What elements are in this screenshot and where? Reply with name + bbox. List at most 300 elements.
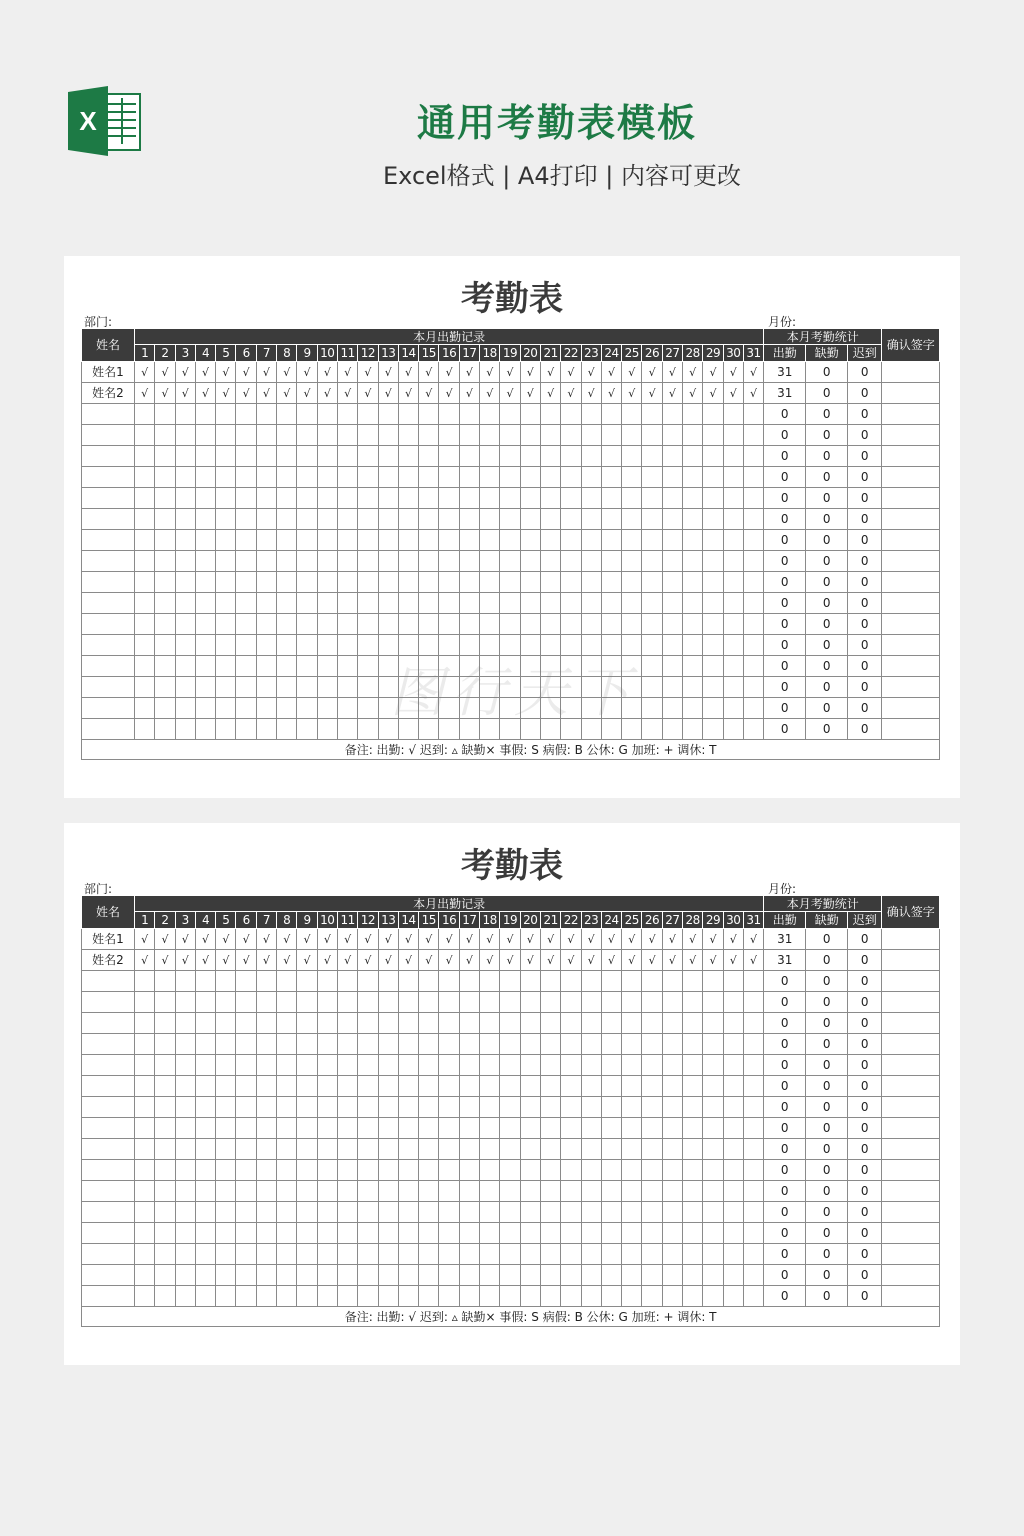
day-cell[interactable] bbox=[175, 467, 195, 488]
sign-cell[interactable] bbox=[882, 446, 940, 467]
absent-cell[interactable]: 0 bbox=[806, 1202, 848, 1223]
day-cell[interactable] bbox=[703, 509, 723, 530]
day-cell[interactable] bbox=[622, 992, 642, 1013]
sign-cell[interactable] bbox=[882, 698, 940, 719]
day-cell[interactable] bbox=[459, 1160, 479, 1181]
day-cell[interactable] bbox=[540, 509, 560, 530]
day-cell[interactable] bbox=[155, 1055, 175, 1076]
day-cell[interactable] bbox=[277, 593, 297, 614]
day-cell[interactable] bbox=[195, 971, 215, 992]
day-cell[interactable] bbox=[297, 530, 317, 551]
day-cell[interactable] bbox=[236, 1055, 256, 1076]
day-cell[interactable] bbox=[601, 1286, 621, 1307]
day-cell[interactable] bbox=[662, 530, 682, 551]
day-cell[interactable] bbox=[703, 1034, 723, 1055]
day-cell[interactable] bbox=[155, 1034, 175, 1055]
day-cell[interactable]: √ bbox=[683, 950, 703, 971]
day-cell[interactable]: √ bbox=[277, 383, 297, 404]
day-cell[interactable] bbox=[358, 719, 378, 740]
day-cell[interactable] bbox=[135, 992, 155, 1013]
day-cell[interactable] bbox=[419, 551, 439, 572]
day-cell[interactable] bbox=[500, 1076, 520, 1097]
day-cell[interactable] bbox=[216, 677, 236, 698]
day-cell[interactable] bbox=[480, 1097, 500, 1118]
day-cell[interactable] bbox=[256, 1181, 276, 1202]
late-cell[interactable]: 0 bbox=[848, 551, 882, 572]
day-cell[interactable] bbox=[155, 1139, 175, 1160]
day-cell[interactable]: √ bbox=[581, 929, 601, 950]
day-cell[interactable] bbox=[662, 656, 682, 677]
day-cell[interactable]: √ bbox=[256, 950, 276, 971]
day-cell[interactable]: √ bbox=[135, 929, 155, 950]
day-cell[interactable] bbox=[743, 1118, 763, 1139]
day-cell[interactable] bbox=[398, 635, 418, 656]
day-cell[interactable] bbox=[642, 1202, 662, 1223]
day-cell[interactable] bbox=[703, 1202, 723, 1223]
day-cell[interactable] bbox=[277, 1139, 297, 1160]
day-cell[interactable] bbox=[743, 572, 763, 593]
day-cell[interactable] bbox=[500, 1055, 520, 1076]
day-cell[interactable] bbox=[378, 1118, 398, 1139]
day-cell[interactable]: √ bbox=[216, 362, 236, 383]
day-cell[interactable] bbox=[581, 530, 601, 551]
day-cell[interactable] bbox=[236, 971, 256, 992]
day-cell[interactable] bbox=[703, 1118, 723, 1139]
day-cell[interactable] bbox=[459, 719, 479, 740]
day-cell[interactable] bbox=[135, 1223, 155, 1244]
day-cell[interactable] bbox=[216, 1181, 236, 1202]
day-cell[interactable] bbox=[480, 446, 500, 467]
day-cell[interactable] bbox=[459, 971, 479, 992]
day-cell[interactable]: √ bbox=[337, 362, 357, 383]
day-cell[interactable] bbox=[398, 1034, 418, 1055]
day-cell[interactable] bbox=[155, 530, 175, 551]
absent-cell[interactable]: 0 bbox=[806, 677, 848, 698]
present-cell[interactable]: 0 bbox=[764, 1118, 806, 1139]
day-cell[interactable] bbox=[561, 1160, 581, 1181]
day-cell[interactable] bbox=[195, 1286, 215, 1307]
day-cell[interactable]: √ bbox=[135, 362, 155, 383]
day-cell[interactable]: √ bbox=[236, 362, 256, 383]
day-cell[interactable] bbox=[480, 971, 500, 992]
day-cell[interactable] bbox=[236, 1223, 256, 1244]
day-cell[interactable] bbox=[317, 1286, 337, 1307]
day-cell[interactable] bbox=[703, 1181, 723, 1202]
day-cell[interactable] bbox=[743, 530, 763, 551]
day-cell[interactable] bbox=[236, 677, 256, 698]
present-cell[interactable]: 31 bbox=[764, 383, 806, 404]
day-cell[interactable] bbox=[155, 404, 175, 425]
day-cell[interactable] bbox=[419, 656, 439, 677]
day-cell[interactable] bbox=[459, 593, 479, 614]
day-cell[interactable] bbox=[622, 572, 642, 593]
day-cell[interactable] bbox=[439, 677, 459, 698]
day-cell[interactable] bbox=[358, 593, 378, 614]
day-cell[interactable] bbox=[419, 593, 439, 614]
day-cell[interactable] bbox=[540, 656, 560, 677]
day-cell[interactable] bbox=[337, 1034, 357, 1055]
day-cell[interactable] bbox=[135, 551, 155, 572]
day-cell[interactable] bbox=[358, 404, 378, 425]
day-cell[interactable]: √ bbox=[703, 929, 723, 950]
day-cell[interactable]: √ bbox=[703, 950, 723, 971]
day-cell[interactable] bbox=[520, 467, 540, 488]
day-cell[interactable] bbox=[723, 530, 743, 551]
day-cell[interactable] bbox=[520, 1181, 540, 1202]
day-cell[interactable] bbox=[642, 530, 662, 551]
day-cell[interactable] bbox=[419, 1118, 439, 1139]
day-cell[interactable] bbox=[520, 1223, 540, 1244]
day-cell[interactable] bbox=[601, 656, 621, 677]
day-cell[interactable] bbox=[683, 992, 703, 1013]
name-cell[interactable] bbox=[82, 614, 135, 635]
day-cell[interactable] bbox=[277, 1265, 297, 1286]
day-cell[interactable] bbox=[256, 656, 276, 677]
day-cell[interactable] bbox=[337, 593, 357, 614]
late-cell[interactable]: 0 bbox=[848, 1223, 882, 1244]
day-cell[interactable] bbox=[723, 467, 743, 488]
absent-cell[interactable]: 0 bbox=[806, 572, 848, 593]
day-cell[interactable] bbox=[662, 1013, 682, 1034]
day-cell[interactable] bbox=[480, 404, 500, 425]
day-cell[interactable] bbox=[439, 1286, 459, 1307]
sign-cell[interactable] bbox=[882, 971, 940, 992]
present-cell[interactable]: 0 bbox=[764, 446, 806, 467]
day-cell[interactable] bbox=[256, 635, 276, 656]
absent-cell[interactable]: 0 bbox=[806, 362, 848, 383]
day-cell[interactable] bbox=[459, 656, 479, 677]
late-cell[interactable]: 0 bbox=[848, 1202, 882, 1223]
day-cell[interactable] bbox=[622, 677, 642, 698]
day-cell[interactable]: √ bbox=[297, 929, 317, 950]
day-cell[interactable] bbox=[358, 614, 378, 635]
day-cell[interactable] bbox=[277, 425, 297, 446]
day-cell[interactable] bbox=[581, 488, 601, 509]
day-cell[interactable] bbox=[439, 635, 459, 656]
day-cell[interactable] bbox=[500, 509, 520, 530]
day-cell[interactable] bbox=[561, 509, 581, 530]
day-cell[interactable] bbox=[439, 1118, 459, 1139]
day-cell[interactable] bbox=[337, 1223, 357, 1244]
day-cell[interactable] bbox=[540, 1118, 560, 1139]
day-cell[interactable] bbox=[135, 572, 155, 593]
day-cell[interactable] bbox=[297, 992, 317, 1013]
day-cell[interactable] bbox=[175, 1034, 195, 1055]
late-cell[interactable]: 0 bbox=[848, 383, 882, 404]
day-cell[interactable] bbox=[520, 1118, 540, 1139]
day-cell[interactable] bbox=[277, 1202, 297, 1223]
day-cell[interactable] bbox=[175, 1265, 195, 1286]
day-cell[interactable] bbox=[398, 1097, 418, 1118]
day-cell[interactable]: √ bbox=[723, 362, 743, 383]
day-cell[interactable] bbox=[378, 488, 398, 509]
day-cell[interactable] bbox=[175, 971, 195, 992]
day-cell[interactable] bbox=[337, 656, 357, 677]
day-cell[interactable] bbox=[723, 1202, 743, 1223]
day-cell[interactable] bbox=[175, 509, 195, 530]
day-cell[interactable] bbox=[703, 1160, 723, 1181]
day-cell[interactable] bbox=[459, 1055, 479, 1076]
day-cell[interactable]: √ bbox=[642, 383, 662, 404]
day-cell[interactable] bbox=[581, 1286, 601, 1307]
day-cell[interactable] bbox=[419, 530, 439, 551]
day-cell[interactable] bbox=[297, 425, 317, 446]
day-cell[interactable] bbox=[216, 1118, 236, 1139]
day-cell[interactable] bbox=[439, 656, 459, 677]
day-cell[interactable] bbox=[581, 551, 601, 572]
day-cell[interactable] bbox=[277, 488, 297, 509]
day-cell[interactable] bbox=[581, 1076, 601, 1097]
day-cell[interactable] bbox=[135, 1013, 155, 1034]
day-cell[interactable] bbox=[662, 1244, 682, 1265]
day-cell[interactable] bbox=[378, 635, 398, 656]
day-cell[interactable] bbox=[216, 1265, 236, 1286]
name-cell[interactable] bbox=[82, 992, 135, 1013]
day-cell[interactable] bbox=[398, 971, 418, 992]
day-cell[interactable] bbox=[581, 971, 601, 992]
late-cell[interactable]: 0 bbox=[848, 1076, 882, 1097]
late-cell[interactable]: 0 bbox=[848, 593, 882, 614]
late-cell[interactable]: 0 bbox=[848, 425, 882, 446]
day-cell[interactable] bbox=[439, 404, 459, 425]
day-cell[interactable] bbox=[256, 614, 276, 635]
day-cell[interactable] bbox=[135, 446, 155, 467]
day-cell[interactable] bbox=[419, 488, 439, 509]
day-cell[interactable] bbox=[723, 992, 743, 1013]
day-cell[interactable] bbox=[500, 1139, 520, 1160]
day-cell[interactable] bbox=[155, 698, 175, 719]
day-cell[interactable] bbox=[135, 971, 155, 992]
day-cell[interactable] bbox=[480, 656, 500, 677]
day-cell[interactable]: √ bbox=[398, 929, 418, 950]
name-cell[interactable] bbox=[82, 1034, 135, 1055]
day-cell[interactable] bbox=[703, 1013, 723, 1034]
day-cell[interactable] bbox=[439, 698, 459, 719]
day-cell[interactable] bbox=[500, 992, 520, 1013]
day-cell[interactable] bbox=[277, 1034, 297, 1055]
day-cell[interactable] bbox=[642, 1139, 662, 1160]
day-cell[interactable] bbox=[723, 635, 743, 656]
day-cell[interactable] bbox=[581, 635, 601, 656]
day-cell[interactable] bbox=[642, 467, 662, 488]
day-cell[interactable]: √ bbox=[662, 362, 682, 383]
present-cell[interactable]: 0 bbox=[764, 1286, 806, 1307]
day-cell[interactable] bbox=[297, 446, 317, 467]
day-cell[interactable] bbox=[277, 656, 297, 677]
day-cell[interactable] bbox=[540, 1244, 560, 1265]
present-cell[interactable]: 0 bbox=[764, 509, 806, 530]
day-cell[interactable]: √ bbox=[520, 383, 540, 404]
day-cell[interactable] bbox=[216, 425, 236, 446]
day-cell[interactable] bbox=[642, 593, 662, 614]
day-cell[interactable] bbox=[297, 1244, 317, 1265]
day-cell[interactable]: √ bbox=[256, 362, 276, 383]
day-cell[interactable] bbox=[439, 488, 459, 509]
day-cell[interactable] bbox=[662, 1265, 682, 1286]
day-cell[interactable] bbox=[540, 698, 560, 719]
day-cell[interactable] bbox=[622, 1181, 642, 1202]
day-cell[interactable] bbox=[743, 656, 763, 677]
day-cell[interactable] bbox=[236, 1013, 256, 1034]
day-cell[interactable] bbox=[703, 719, 723, 740]
sign-cell[interactable] bbox=[882, 1076, 940, 1097]
day-cell[interactable] bbox=[581, 1034, 601, 1055]
day-cell[interactable] bbox=[358, 656, 378, 677]
day-cell[interactable]: √ bbox=[297, 383, 317, 404]
day-cell[interactable]: √ bbox=[642, 362, 662, 383]
day-cell[interactable] bbox=[175, 1118, 195, 1139]
day-cell[interactable] bbox=[662, 1286, 682, 1307]
day-cell[interactable] bbox=[662, 614, 682, 635]
day-cell[interactable] bbox=[195, 1265, 215, 1286]
day-cell[interactable] bbox=[236, 446, 256, 467]
day-cell[interactable] bbox=[601, 614, 621, 635]
day-cell[interactable] bbox=[277, 1223, 297, 1244]
day-cell[interactable] bbox=[520, 1076, 540, 1097]
day-cell[interactable] bbox=[723, 404, 743, 425]
day-cell[interactable] bbox=[581, 1118, 601, 1139]
late-cell[interactable]: 0 bbox=[848, 572, 882, 593]
day-cell[interactable]: √ bbox=[540, 929, 560, 950]
absent-cell[interactable]: 0 bbox=[806, 1181, 848, 1202]
day-cell[interactable]: √ bbox=[419, 950, 439, 971]
day-cell[interactable]: √ bbox=[277, 950, 297, 971]
day-cell[interactable] bbox=[256, 404, 276, 425]
day-cell[interactable] bbox=[581, 1013, 601, 1034]
sign-cell[interactable] bbox=[882, 1202, 940, 1223]
day-cell[interactable] bbox=[683, 467, 703, 488]
day-cell[interactable] bbox=[520, 551, 540, 572]
present-cell[interactable]: 0 bbox=[764, 467, 806, 488]
day-cell[interactable] bbox=[622, 1139, 642, 1160]
day-cell[interactable] bbox=[703, 404, 723, 425]
day-cell[interactable]: √ bbox=[277, 929, 297, 950]
day-cell[interactable] bbox=[337, 677, 357, 698]
day-cell[interactable] bbox=[297, 551, 317, 572]
day-cell[interactable] bbox=[317, 425, 337, 446]
day-cell[interactable]: √ bbox=[358, 929, 378, 950]
day-cell[interactable] bbox=[439, 446, 459, 467]
day-cell[interactable] bbox=[439, 1076, 459, 1097]
day-cell[interactable]: √ bbox=[662, 383, 682, 404]
day-cell[interactable] bbox=[622, 971, 642, 992]
present-cell[interactable]: 0 bbox=[764, 1097, 806, 1118]
day-cell[interactable]: √ bbox=[662, 950, 682, 971]
day-cell[interactable] bbox=[662, 1223, 682, 1244]
day-cell[interactable]: √ bbox=[520, 929, 540, 950]
day-cell[interactable] bbox=[642, 1076, 662, 1097]
day-cell[interactable] bbox=[195, 551, 215, 572]
day-cell[interactable] bbox=[662, 509, 682, 530]
day-cell[interactable] bbox=[337, 1244, 357, 1265]
day-cell[interactable] bbox=[195, 992, 215, 1013]
day-cell[interactable]: √ bbox=[500, 383, 520, 404]
day-cell[interactable] bbox=[175, 1181, 195, 1202]
day-cell[interactable] bbox=[297, 1139, 317, 1160]
day-cell[interactable] bbox=[195, 1034, 215, 1055]
day-cell[interactable]: √ bbox=[155, 383, 175, 404]
day-cell[interactable] bbox=[358, 1055, 378, 1076]
day-cell[interactable] bbox=[195, 404, 215, 425]
day-cell[interactable] bbox=[561, 1181, 581, 1202]
day-cell[interactable] bbox=[175, 488, 195, 509]
present-cell[interactable]: 0 bbox=[764, 614, 806, 635]
day-cell[interactable] bbox=[683, 614, 703, 635]
day-cell[interactable] bbox=[439, 1181, 459, 1202]
day-cell[interactable] bbox=[378, 1181, 398, 1202]
day-cell[interactable] bbox=[195, 1244, 215, 1265]
day-cell[interactable] bbox=[500, 1286, 520, 1307]
day-cell[interactable] bbox=[135, 698, 155, 719]
day-cell[interactable] bbox=[216, 1202, 236, 1223]
day-cell[interactable] bbox=[135, 677, 155, 698]
day-cell[interactable] bbox=[500, 1244, 520, 1265]
day-cell[interactable] bbox=[500, 698, 520, 719]
day-cell[interactable] bbox=[480, 635, 500, 656]
day-cell[interactable] bbox=[581, 425, 601, 446]
day-cell[interactable] bbox=[135, 1076, 155, 1097]
name-cell[interactable] bbox=[82, 446, 135, 467]
day-cell[interactable] bbox=[358, 992, 378, 1013]
day-cell[interactable] bbox=[500, 635, 520, 656]
day-cell[interactable] bbox=[480, 1076, 500, 1097]
day-cell[interactable] bbox=[155, 425, 175, 446]
day-cell[interactable] bbox=[236, 467, 256, 488]
day-cell[interactable] bbox=[520, 1244, 540, 1265]
day-cell[interactable] bbox=[439, 1223, 459, 1244]
day-cell[interactable] bbox=[581, 614, 601, 635]
day-cell[interactable] bbox=[358, 1013, 378, 1034]
day-cell[interactable]: √ bbox=[723, 929, 743, 950]
day-cell[interactable] bbox=[703, 446, 723, 467]
name-cell[interactable] bbox=[82, 719, 135, 740]
day-cell[interactable] bbox=[561, 1139, 581, 1160]
day-cell[interactable] bbox=[601, 992, 621, 1013]
late-cell[interactable]: 0 bbox=[848, 446, 882, 467]
day-cell[interactable] bbox=[439, 530, 459, 551]
day-cell[interactable] bbox=[216, 1223, 236, 1244]
day-cell[interactable] bbox=[155, 1244, 175, 1265]
day-cell[interactable] bbox=[622, 1013, 642, 1034]
absent-cell[interactable]: 0 bbox=[806, 1223, 848, 1244]
day-cell[interactable] bbox=[378, 1139, 398, 1160]
day-cell[interactable] bbox=[439, 1244, 459, 1265]
day-cell[interactable] bbox=[480, 509, 500, 530]
day-cell[interactable] bbox=[622, 719, 642, 740]
day-cell[interactable] bbox=[297, 635, 317, 656]
sign-cell[interactable] bbox=[882, 1265, 940, 1286]
name-cell[interactable] bbox=[82, 1202, 135, 1223]
day-cell[interactable] bbox=[155, 1160, 175, 1181]
day-cell[interactable] bbox=[622, 614, 642, 635]
present-cell[interactable]: 31 bbox=[764, 950, 806, 971]
day-cell[interactable] bbox=[135, 593, 155, 614]
day-cell[interactable] bbox=[135, 1160, 155, 1181]
day-cell[interactable] bbox=[581, 1055, 601, 1076]
day-cell[interactable] bbox=[337, 1265, 357, 1286]
late-cell[interactable]: 0 bbox=[848, 698, 882, 719]
day-cell[interactable] bbox=[256, 1097, 276, 1118]
day-cell[interactable] bbox=[337, 1286, 357, 1307]
day-cell[interactable] bbox=[459, 446, 479, 467]
day-cell[interactable] bbox=[520, 1139, 540, 1160]
day-cell[interactable]: √ bbox=[439, 362, 459, 383]
day-cell[interactable] bbox=[703, 614, 723, 635]
day-cell[interactable] bbox=[480, 1223, 500, 1244]
day-cell[interactable] bbox=[683, 1265, 703, 1286]
day-cell[interactable] bbox=[337, 551, 357, 572]
day-cell[interactable]: √ bbox=[642, 929, 662, 950]
